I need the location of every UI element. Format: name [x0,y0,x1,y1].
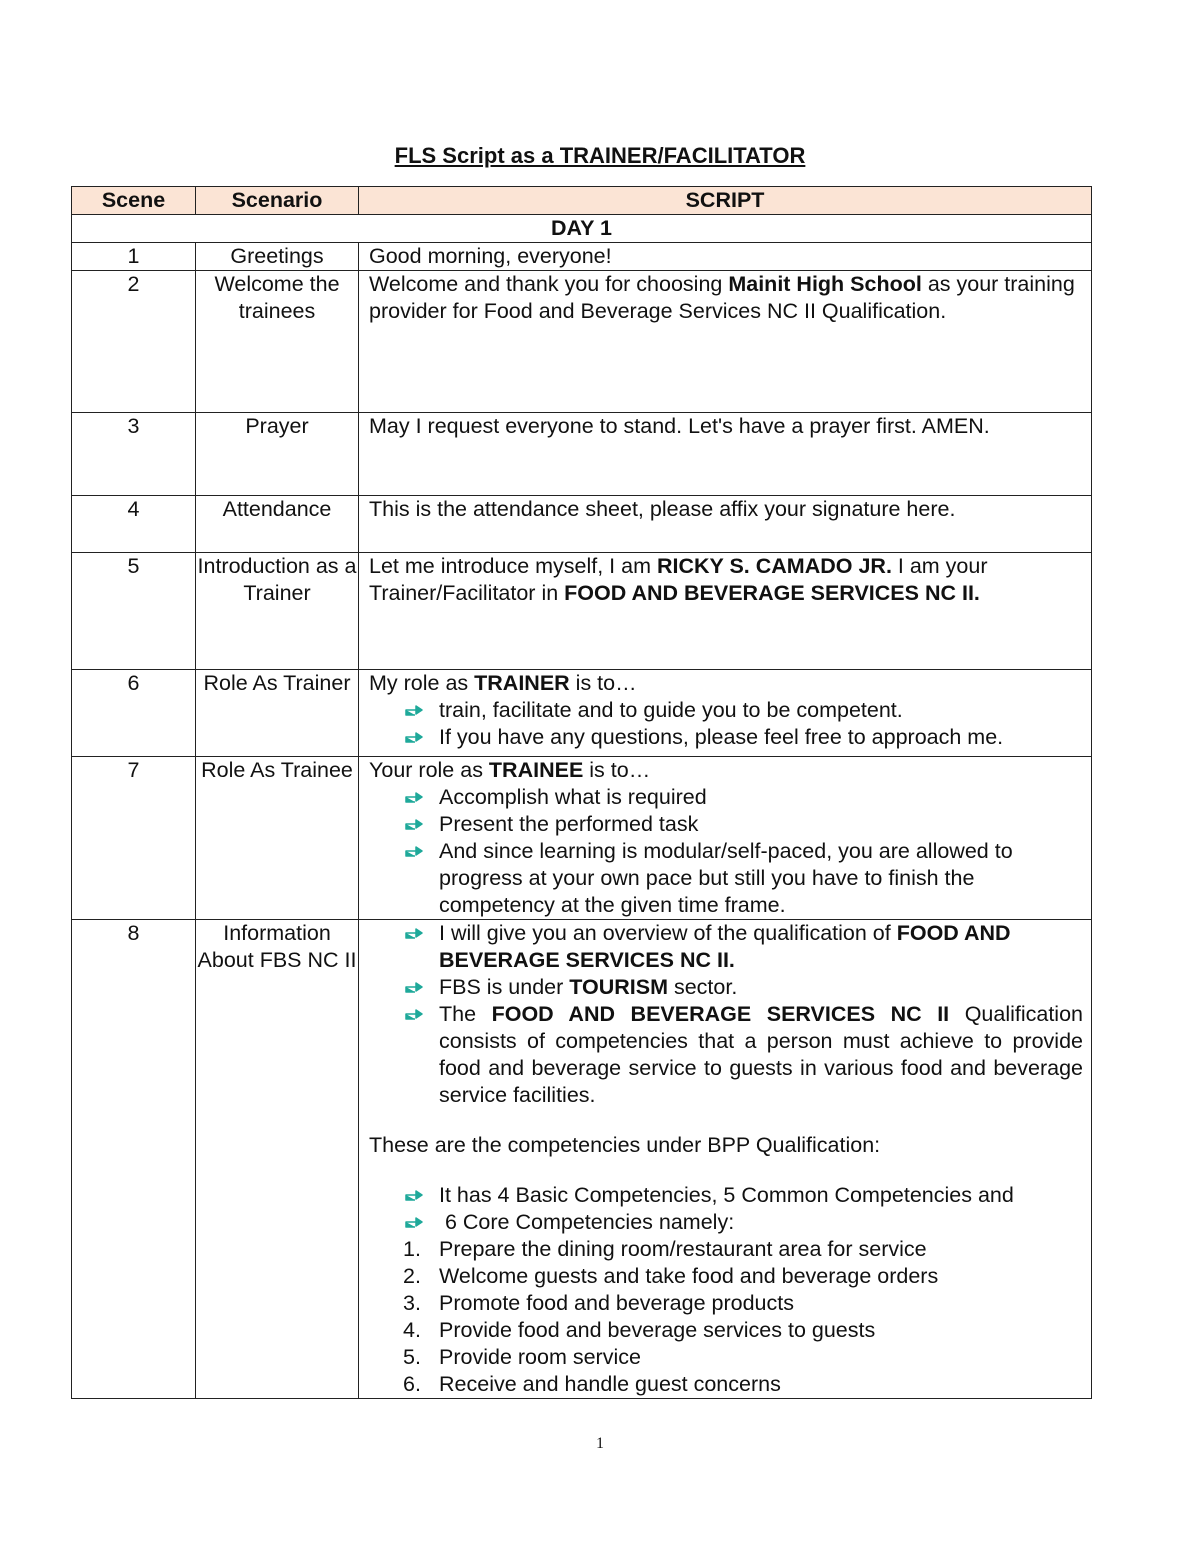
role-keyword: TRAINER [474,671,570,695]
list-item-text: Provide room service [439,1345,641,1369]
script-cell [359,920,1092,1399]
table-row [72,496,1092,553]
header-scene: Scene [72,187,196,215]
scene-number: 7 [72,757,196,920]
header-script: SCRIPT [359,187,1092,215]
header-scenario: Scenario [196,187,359,215]
list-item-text: The [439,1002,492,1026]
script-text: is to… [583,758,651,782]
script-cell [359,553,1092,670]
list-number: 4. [403,1318,421,1342]
qualification-name: FOOD AND BEVERAGE SERVICES NC II [491,1002,950,1026]
document-title: FLS Script as a TRAINER/FACILITATOR [394,143,806,168]
list-item-text: Present the performed task [439,812,699,836]
scenario-cell: Welcome the trainees [196,271,359,413]
scenario-cell: Information About FBS NC II [196,920,359,1399]
script-cell [359,757,1092,920]
script-text: Welcome and thank you for choosing [369,272,729,296]
list-item [369,1209,1083,1236]
pointing-hand-icon [405,731,423,743]
script-cell: Good morning, everyone! [359,243,1092,271]
day-label: DAY 1 [72,215,1092,243]
list-item [369,1371,1083,1398]
table-row [72,920,1092,1399]
script-text: is to… [569,671,637,695]
list-item [369,811,1083,838]
table-row [72,553,1092,670]
scene-number: 2 [72,271,196,413]
list-number: 3. [403,1291,421,1315]
scenario-cell: Prayer [196,413,359,496]
table-row [72,757,1092,920]
list-item-text: FBS is under [439,975,570,999]
list-item-text: I will give you an overview of the qualification of [439,921,897,945]
header-row [72,187,1092,215]
list-item [369,1263,1083,1290]
scenario-cell: Greetings [196,243,359,271]
page-number: 1 [596,1435,604,1452]
core-competency-list [369,1236,1083,1398]
list-item [369,784,1083,811]
script-cell [359,271,1092,413]
pointing-hand-icon [405,1216,423,1228]
script-text: My role as [369,671,475,695]
pointing-hand-icon [405,704,423,716]
scenario-cell: Role As Trainer [196,670,359,757]
pointing-hand-icon [405,981,423,993]
list-item [369,1317,1083,1344]
list-item-text: Welcome guests and take food and beverage orders [439,1264,939,1288]
script-table [71,186,1092,1399]
day-row [72,215,1092,243]
list-item [369,920,1083,974]
list-item [369,838,1083,919]
script-cell: May I request everyone to stand. Let's have a prayer first. AMEN. [359,413,1092,496]
scene-number: 1 [72,243,196,271]
list-item-text: Provide food and beverage services to guests [439,1318,876,1342]
list-number: 2. [403,1264,421,1288]
list-item [369,1001,1083,1109]
list-item-text: And since learning is modular/self-paced, you are allowed to progress at your own pace but still you have to finish the competency at the given time frame. [439,839,1013,917]
script-text: Let me introduce myself, I am [369,554,657,578]
table-row [72,271,1092,413]
role-keyword: TRAINEE [488,758,584,782]
pointing-hand-icon [405,845,423,857]
pointing-hand-icon [405,1189,423,1201]
scene-number: 8 [72,920,196,1399]
list-item-text: Qualification consists of competencies that a person must achieve to provide food and beverage service to guests in various food and beverage service facilities. [439,1002,1084,1107]
list-number: 6. [403,1372,421,1396]
school-name: Mainit High School [728,272,922,296]
list-number: 1. [403,1237,421,1261]
pointing-hand-icon [405,818,423,830]
sector-name: TOURISM [569,975,668,999]
table-row [72,243,1092,271]
scene-number: 6 [72,670,196,757]
qualification-name: FOOD AND BEVERAGE SERVICES NC II. [439,921,1011,972]
list-item-text: sector. [668,975,738,999]
script-cell [359,670,1092,757]
list-item-text: Promote food and beverage products [439,1291,794,1315]
scene-number: 3 [72,413,196,496]
list-item [369,974,1083,1001]
script-cell: This is the attendance sheet, please affix your signature here. [359,496,1092,553]
list-item [369,724,1083,751]
list-item [369,1182,1083,1209]
competencies-intro: These are the competencies under BPP Qualification: [369,1133,881,1157]
list-item [369,697,1083,724]
list-item [369,1290,1083,1317]
list-number: 5. [403,1345,421,1369]
list-item-text: Receive and handle guest concerns [439,1372,781,1396]
list-item [369,1236,1083,1263]
pointing-hand-icon [405,927,423,939]
pointing-hand-icon [405,791,423,803]
list-item-text: 6 Core Competencies namely: [439,1210,735,1234]
list-item-text: Prepare the dining room/restaurant area for service [439,1237,927,1261]
scene-number: 4 [72,496,196,553]
list-item-text: If you have any questions, please feel free to approach me. [439,725,1004,749]
script-text: Your role as [369,758,489,782]
trainer-name: RICKY S. CAMADO JR. [656,554,892,578]
list-item [369,1344,1083,1371]
qualification-name: FOOD AND BEVERAGE SERVICES NC II. [564,581,980,605]
table-row [72,670,1092,757]
scenario-cell: Attendance [196,496,359,553]
scene-number: 5 [72,553,196,670]
list-item-text: train, facilitate and to guide you to be competent. [439,698,903,722]
scenario-cell: Role As Trainee [196,757,359,920]
pointing-hand-icon [405,1008,423,1020]
table-row [72,413,1092,496]
script-text: as your training provider for Food and Beverage Services NC II Qualification. [369,272,1075,323]
script-text: I am your Trainer/Facilitator in [369,554,988,605]
list-item-text: Accomplish what is required [439,785,707,809]
scenario-cell: Introduction as a Trainer [196,553,359,670]
list-item-text: It has 4 Basic Competencies, 5 Common Competencies and [439,1183,1014,1207]
